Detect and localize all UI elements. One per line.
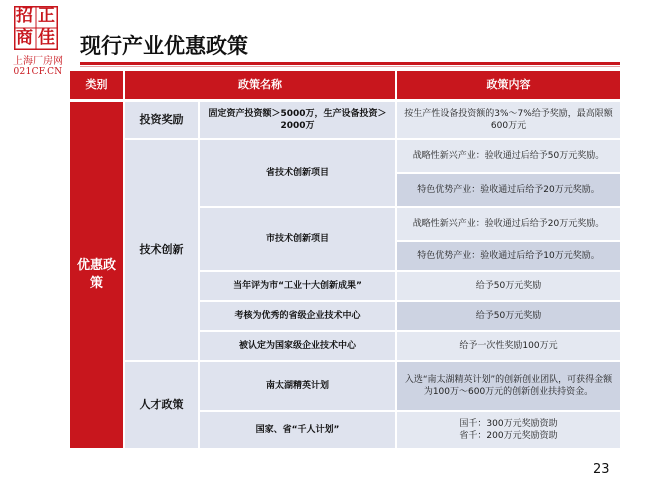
policy-content: 国千：300万元奖励资助 省千：200万元奖励资助 <box>397 412 620 448</box>
policy-content: 战略性新兴产业：验收通过后给予20万元奖励。 <box>397 208 620 240</box>
logo-char: 招 <box>16 6 33 26</box>
page-number: 23 <box>593 462 610 477</box>
policy-name: 省技术创新项目 <box>200 140 395 206</box>
page-title: 现行产业优惠政策 <box>80 34 248 58</box>
logo-char: 正 <box>38 6 55 26</box>
header-category: 类别 <box>70 71 123 99</box>
header-policy-content: 政策内容 <box>397 71 620 99</box>
group-label-investment: 投资奖励 <box>125 102 198 138</box>
policy-content: 入选“南太湖精英计划”的创新创业团队，可获得金额为100万～600万元的创新创业扶持资金。 <box>397 362 620 410</box>
title-underline <box>80 62 620 65</box>
policy-content: 给予50万元奖励 <box>397 302 620 330</box>
policy-name: 考核为优秀的省级企业技术中心 <box>200 302 395 330</box>
logo-mark <box>14 6 58 50</box>
title-underline-thin <box>80 66 620 67</box>
policy-content: 给予50万元奖励 <box>397 272 620 300</box>
policy-name: 市技术创新项目 <box>200 208 395 270</box>
policy-name: 南太湖精英计划 <box>200 362 395 410</box>
logo-char: 商 <box>16 28 33 48</box>
logo-site-name: 上海厂房网 <box>13 56 63 67</box>
policy-name: 国家、省“千人计划” <box>200 412 395 448</box>
group-label-talent: 人才政策 <box>125 362 198 448</box>
policy-content: 按生产性设备投资额的3%～7%给予奖励，最高限额600万元 <box>397 102 620 138</box>
policy-name: 被认定为国家级企业技术中心 <box>200 332 395 360</box>
policy-content: 战略性新兴产业：验收通过后给予50万元奖励。 <box>397 140 620 172</box>
group-label-innovation: 技术创新 <box>125 140 198 360</box>
logo-char: 佳 <box>38 28 55 48</box>
policy-content: 给予一次性奖励100万元 <box>397 332 620 360</box>
logo-site-url: 021CF.CN <box>13 67 63 77</box>
category-cell: 优惠政策 <box>70 102 123 448</box>
policy-content: 特色优势产业：验收通过后给予10万元奖励。 <box>397 242 620 270</box>
policy-name: 当年评为市“工业十大创新成果” <box>200 272 395 300</box>
policy-content: 特色优势产业：验收通过后给予20万元奖励。 <box>397 174 620 206</box>
header-policy-name: 政策名称 <box>125 71 395 99</box>
policy-name: 固定资产投资额＞5000万，生产设备投资＞2000万 <box>200 102 395 138</box>
